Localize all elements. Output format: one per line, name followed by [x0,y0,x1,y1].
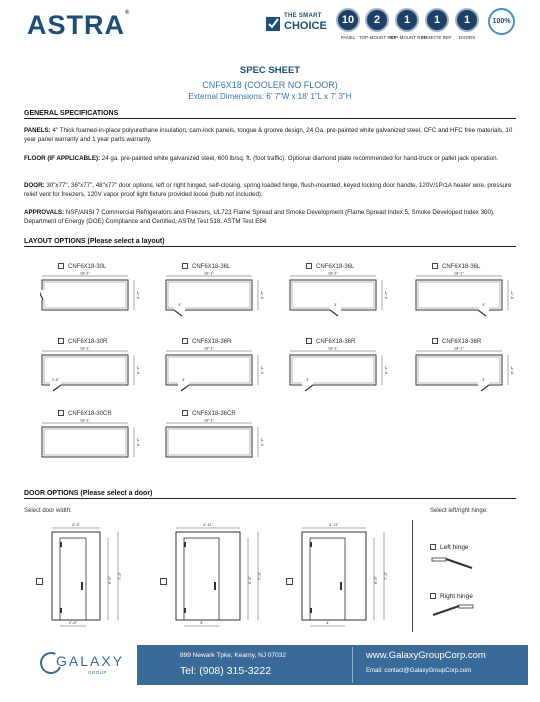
top-dimension-text: 3'-3" [72,522,80,527]
layout-checkbox[interactable] [306,263,312,269]
layout-option[interactable] [164,410,264,469]
door-hinge [60,542,62,547]
layout-option-label[interactable] [40,338,140,345]
layout-name: CNF6X18-36R [316,339,356,345]
layout-plan-drawing [414,345,514,397]
box-inner-wall [418,357,500,383]
door-hinge [184,608,186,613]
warranty-badge-panel: 10 PANEL [336,8,360,40]
warranty-badge-top-mount-1: 1 TOP-MOUNT REF [395,8,419,40]
select-door-width-label: Select door width: [24,508,72,514]
layout-plan-drawing [164,270,264,322]
box-outer-wall [290,280,376,310]
footer [12,645,528,685]
right-hinge-icon [430,603,475,619]
width-dimension-text: 6'-7" [259,366,264,374]
door-dimension-text: 3' [482,303,485,307]
length-dimension-text: 18'-1" [453,270,465,276]
company-phone: Tel: (908) 315-3222 [180,665,272,677]
layout-option[interactable] [288,338,388,397]
right-hinge-checkbox[interactable] [430,593,436,599]
box-outer-wall [416,280,502,310]
length-dimension-text: 18'-1" [327,345,339,351]
door-options-divider [412,520,413,632]
door-dimension-text: 2'-6" [52,378,59,382]
layout-name: CNF6X18-36R [192,339,232,345]
width-dimension-text: 6'-7" [383,291,388,299]
layout-option[interactable] [164,338,264,397]
width-dimension-text: 6'-7" [509,366,514,374]
layout-option-label[interactable] [40,263,140,270]
width-dimension-text: 6'-7" [259,291,264,299]
door-handle [214,582,216,590]
layout-checkbox[interactable] [58,410,64,416]
length-dimension-text: 18'-1" [203,417,215,423]
layout-plan-drawing [288,345,388,397]
door-spec: DOOR: 30"x77", 36"x77", 48"x77" door options, left or right hinged, self-closing, spring loaded hinge, flush-mounted, keyed locking door handle, 120V/1P/1A heater wire, pressure relief vent for freezers, 120V vapor proof light fixture provided loose (bulb not included). [24,182,512,199]
warranty-badge-top-mount-2: 2 TOP-MOUNT REF [365,8,389,40]
box-inner-wall [44,282,126,308]
panels-spec: PANELS: 4" Thick foamed-in-place polyurethane insulation, cam-lock panels, tongue & groove design, 24 Ga. pre-painted white galvanized steel, CFC and HFC free materials, 10 year panel warranty and 1 year parts warranty, [24,127,513,144]
bottom-dimension-text: 2'-6" [69,620,77,625]
general-specs-heading: GENERAL SPECIFICATIONS [24,110,516,119]
layout-name: CNF6X18-36L [192,264,231,270]
inner-height-text: 6'-5" [107,576,112,584]
layout-plan-drawing [164,345,264,397]
door-dimension-text: 3' [178,303,181,307]
width-dimension-text: 6'-7" [509,291,514,299]
door-frame [52,532,100,620]
box-outer-wall [166,355,252,385]
bottom-dimension-text: 3' [200,620,203,625]
layout-option-label[interactable] [414,263,514,270]
footer-divider [352,647,353,683]
layout-name: CNF6X18-36R [442,339,482,345]
external-dimensions: External Dimensions: 6' 7"W x 18' 1"L x 7' 3"H [188,92,352,101]
door-dimension-text: 3' [482,378,485,382]
door-handle [340,582,342,590]
warranty-badge-doors: 1 DOORS [455,8,479,40]
door-dimension-text: 3' [306,378,309,382]
page-header [0,0,540,56]
layout-checkbox[interactable] [182,263,188,269]
width-dimension-text: 6'-7" [135,366,140,374]
layout-option-label[interactable] [414,338,514,345]
top-dimension-text: 4'-11" [329,522,339,527]
bottom-dimension-text: 4' [326,620,329,625]
door-options-heading: DOOR OPTIONS (Please select a door) [24,490,516,499]
width-dimension-text: 6'-7" [135,291,140,299]
inner-height-text: 6'-5" [373,576,378,584]
box-outer-wall [166,427,252,457]
length-dimension-text: 18'-1" [79,270,91,276]
layout-name: CNF6X18-30L [68,264,107,270]
astra-logo: ASTRA® [27,10,131,40]
layout-checkbox[interactable] [432,338,438,344]
box-outer-wall [416,355,502,385]
layout-option-label[interactable] [164,263,264,270]
layout-checkbox[interactable] [182,410,188,416]
top-dimension-text: 4'-11" [203,522,213,527]
door-panel [60,538,86,620]
layout-plan-drawing [40,270,140,322]
company-address: 899 Newark Tpke, Kearny, NJ 07032 [180,652,286,659]
door-elevation-drawing [300,520,404,632]
door-panel [184,538,219,620]
layout-option-label[interactable] [164,338,264,345]
layout-plan-drawing [288,270,388,322]
door-dimension-text: 3' [182,378,185,382]
layout-option[interactable] [40,263,140,322]
galaxy-logo: GALAXY GROUP [12,645,137,685]
box-inner-wall [292,282,374,308]
layout-options-heading: LAYOUT OPTIONS (Please select a layout) [24,238,516,247]
door-hinge [184,542,186,547]
door-handle [81,582,83,590]
door-hinge [310,608,312,613]
left-hinge-icon [430,556,475,572]
layout-option[interactable] [414,263,514,322]
layout-option-label[interactable] [288,263,388,270]
company-email-link[interactable]: Email: contact@GalaxyGroupCorp.com [366,668,472,674]
outer-height-text: 7'-3" [383,572,388,580]
door-elevation-drawing [174,520,278,632]
inner-height-text: 6'-5" [247,576,252,584]
width-dimension-text: 6'-7" [383,366,388,374]
width-dimension-text: 6'-7" [135,438,140,446]
box-outer-wall [290,355,376,385]
length-dimension-text: 18'-1" [79,417,91,423]
warranty-badge-remote: 1 REMOTE REF [425,8,449,40]
layout-option[interactable] [414,338,514,397]
layout-option[interactable] [288,263,388,322]
door-hinge [60,608,62,613]
length-dimension-text: 18'-1" [203,270,215,276]
layout-plan-drawing [414,270,514,322]
door-dimension-text: 3' [334,303,337,307]
box-outer-wall [42,280,128,310]
floor-spec: FLOOR (IF APPLICABLE): 24 ga. pre-painted white galvanized steel, 600 lb/sq. ft. (foot traffic). Optional diamond plate recommended for hand-truck or pallet jack operation. [24,155,499,162]
door-panel [310,538,345,620]
box-inner-wall [168,357,250,383]
layout-option-label[interactable] [164,410,264,417]
door-hinge [310,542,312,547]
approvals-spec: APPROVALS: NSF/ANSI 7 Commercial Refrigerators and Freezers, UL723 Flame Spread and Smoke Development (Flame Spread Index 5, Smoke Developed Index 300), Department of Energy (DOE) Compliance and Certified, ASTM Test 518, ASTM Test E84 [24,209,495,226]
box-inner-wall [44,429,126,455]
door-elevation-drawing [50,520,138,632]
layout-name: CNF6X18-30CR [68,411,112,417]
left-hinge-option[interactable]: Left hinge [430,544,469,551]
layout-option-label[interactable] [40,410,140,417]
right-hinge-option[interactable]: Right hinge [430,593,473,600]
box-inner-wall [292,357,374,383]
layout-name: CNF6X18-36CR [192,411,236,417]
layout-plan-drawing [40,417,140,469]
layout-checkbox[interactable] [182,338,188,344]
layout-plan-drawing [164,417,264,469]
box-outer-wall [42,427,128,457]
smart-choice-badge: THE SMART CHOICE [266,12,330,36]
length-dimension-text: 18'-1" [203,345,215,351]
layout-plan-drawing [40,345,140,397]
outer-height-text: 7'-3" [117,572,122,580]
width-dimension-text: 6'-7" [259,438,264,446]
door-width-checkbox[interactable] [160,578,167,585]
box-inner-wall [168,429,250,455]
length-dimension-text: 18'-1" [79,345,91,351]
box-inner-wall [418,282,500,308]
layout-option[interactable] [40,410,140,469]
layout-option[interactable] [164,263,264,322]
select-hinge-label: Select left/right hinge: [430,508,488,514]
layout-checkbox[interactable] [306,338,312,344]
layout-name: CNF6X18-36L [316,264,355,270]
layout-option[interactable] [40,338,140,397]
hundred-percent-badge: 100% [488,8,515,35]
length-dimension-text: 18'-1" [453,345,465,351]
layout-name: CNF6X18-30R [68,339,108,345]
layout-checkbox[interactable] [432,263,438,269]
layout-option-label[interactable] [288,338,388,345]
layout-checkbox[interactable] [58,263,64,269]
left-hinge-checkbox[interactable] [430,544,436,550]
layout-checkbox[interactable] [58,338,64,344]
company-website-link[interactable]: www.GalaxyGroupCorp.com [366,650,486,661]
layout-name: CNF6X18-36L [442,264,481,270]
spec-sheet-title: SPEC SHEET [239,65,301,76]
door-width-checkbox[interactable] [36,578,43,585]
check-icon [266,15,282,33]
outer-height-text: 7'-3" [257,572,262,580]
length-dimension-text: 18'-1" [327,270,339,276]
model-title: CNF6X18 (COOLER NO FLOOR) [202,80,338,90]
door-width-checkbox[interactable] [286,578,293,585]
